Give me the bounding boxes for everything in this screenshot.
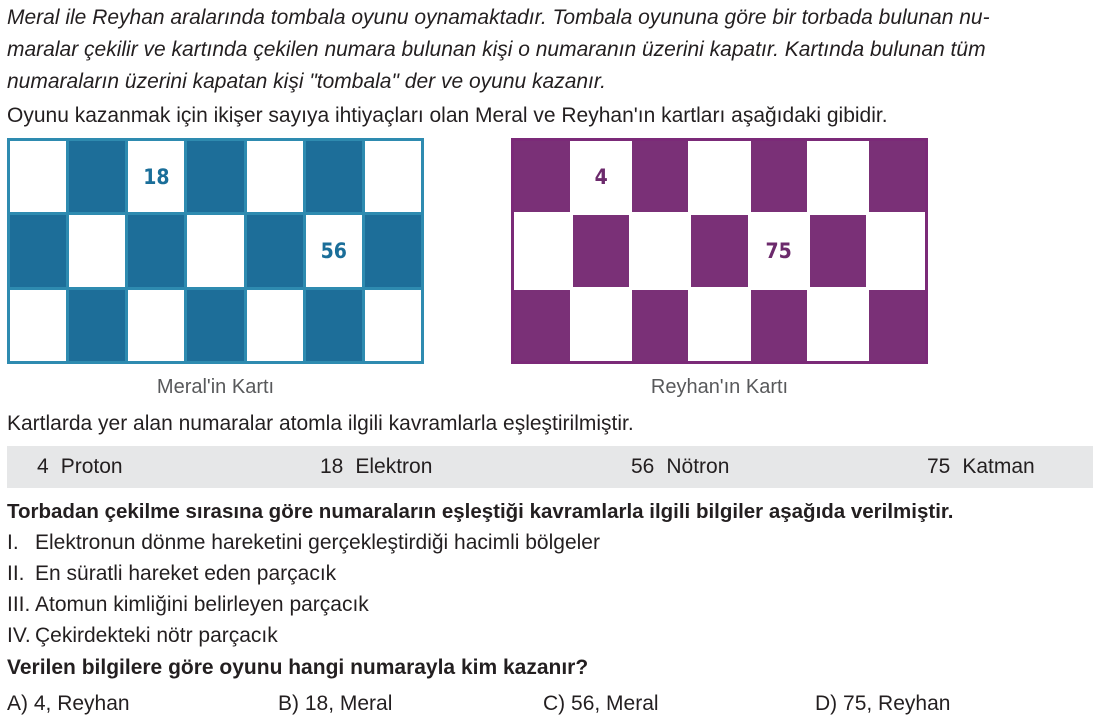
card-cell xyxy=(306,290,362,361)
intro-line-2: maralar çekilir ve kartında çekilen numara bulunan kişi o numaranın üzerini kapatır. Kartında bulunan tüm xyxy=(7,38,986,61)
option-d[interactable] xyxy=(815,692,950,716)
clue-roman: III. xyxy=(7,593,31,616)
concept-number: 56 xyxy=(631,455,655,478)
card-cell xyxy=(514,215,570,286)
card-cell xyxy=(128,290,184,361)
reyhan-card xyxy=(511,138,928,364)
clue-item xyxy=(7,624,278,648)
reyhan-card-caption: Reyhan'ın Kartı xyxy=(650,376,789,398)
card-cell xyxy=(187,215,243,286)
intro-line-1: Meral ile Reyhan aralarında tombala oyunu oynamaktadır. Tombala oyununa göre bir torbada bulunan nu- xyxy=(7,6,990,29)
card-cell xyxy=(751,290,807,361)
card-cell xyxy=(128,215,184,286)
option-letter: B) xyxy=(278,692,299,715)
option-text: 56, Meral xyxy=(571,692,659,715)
concept-number: 4 xyxy=(37,455,49,478)
card-cell xyxy=(69,215,125,286)
card-cell xyxy=(247,290,303,361)
concept-item xyxy=(37,446,123,488)
card-cell xyxy=(691,215,747,286)
concept-item xyxy=(927,446,1035,488)
clue-item xyxy=(7,562,336,586)
clue-roman: I. xyxy=(7,531,19,554)
card-number-18: 18 xyxy=(128,141,184,212)
option-text: 4, Reyhan xyxy=(33,692,130,715)
concept-label: Nötron xyxy=(666,455,730,478)
card-cell xyxy=(365,215,421,286)
card-cell xyxy=(691,141,747,212)
clue-roman: IV. xyxy=(7,624,31,647)
concept-bar xyxy=(7,446,1093,488)
card-cell xyxy=(632,215,688,286)
clue-item xyxy=(7,531,600,555)
card-cell xyxy=(751,141,807,212)
card-cell xyxy=(306,141,362,212)
card-cell xyxy=(691,290,747,361)
concept-number: 75 xyxy=(927,455,951,478)
card-cell xyxy=(869,141,925,212)
card-cell xyxy=(69,290,125,361)
card-cell xyxy=(514,141,570,212)
concept-number: 18 xyxy=(320,455,344,478)
clue-text: Çekirdekteki nötr parçacık xyxy=(35,624,278,647)
option-b[interactable] xyxy=(278,692,392,716)
clue-roman: II. xyxy=(7,562,25,585)
option-letter: D) xyxy=(815,692,838,715)
clue-text: Atomun kimliğini belirleyen parçacık xyxy=(35,593,369,616)
meral-card-caption: Meral'in Kartı xyxy=(156,376,275,398)
card-cell xyxy=(247,215,303,286)
option-letter: C) xyxy=(543,692,566,715)
need-text: Oyunu kazanmak için ikişer sayıya ihtiyaçları olan Meral ve Reyhan'ın kartları aşağıdaki gibidir. xyxy=(7,104,888,127)
concept-label: Proton xyxy=(60,455,123,478)
clue-item xyxy=(7,593,369,617)
card-number-56: 56 xyxy=(306,215,362,286)
concept-label: Katman xyxy=(962,455,1035,478)
card-cell xyxy=(365,141,421,212)
question-text: Verilen bilgilere göre oyunu hangi numarayla kim kazanır? xyxy=(7,656,589,679)
option-c[interactable] xyxy=(543,692,659,716)
card-cell xyxy=(365,290,421,361)
card-cell xyxy=(632,290,688,361)
option-a[interactable] xyxy=(7,692,130,716)
clue-text: En süratli hareket eden parçacık xyxy=(35,562,337,585)
card-cell xyxy=(573,290,629,361)
card-cell xyxy=(869,215,925,286)
card-number-4: 4 xyxy=(573,141,629,212)
match-text: Kartlarda yer alan numaralar atomla ilgili kavramlarla eşleştirilmiştir. xyxy=(7,412,634,435)
card-cell xyxy=(69,141,125,212)
card-cell xyxy=(810,215,866,286)
intro-line-3: numaraların üzerini kapatan kişi "tombala" der ve oyunu kazanır. xyxy=(7,70,606,93)
card-cell xyxy=(810,290,866,361)
concept-item xyxy=(320,446,432,488)
meral-card xyxy=(7,138,424,364)
card-cell xyxy=(10,290,66,361)
card-cell xyxy=(187,290,243,361)
card-cell xyxy=(810,141,866,212)
card-cell xyxy=(514,290,570,361)
option-text: 75, Reyhan xyxy=(843,692,951,715)
option-text: 18, Meral xyxy=(304,692,393,715)
card-number-75: 75 xyxy=(751,215,807,286)
card-cell xyxy=(573,215,629,286)
card-cell xyxy=(869,290,925,361)
card-cell xyxy=(247,141,303,212)
concept-item xyxy=(631,446,729,488)
card-cell xyxy=(10,141,66,212)
concept-label: Elektron xyxy=(355,455,433,478)
clue-text: Elektronun dönme hareketini gerçekleştirdiği hacimli bölgeler xyxy=(35,531,600,554)
card-cell xyxy=(187,141,243,212)
card-cell xyxy=(10,215,66,286)
option-letter: A) xyxy=(7,692,28,715)
card-cell xyxy=(632,141,688,212)
order-text: Torbadan çekilme sırasına göre numaraların eşleştiği kavramlarla ilgili bilgiler aşağıda verilmiştir. xyxy=(7,500,954,523)
